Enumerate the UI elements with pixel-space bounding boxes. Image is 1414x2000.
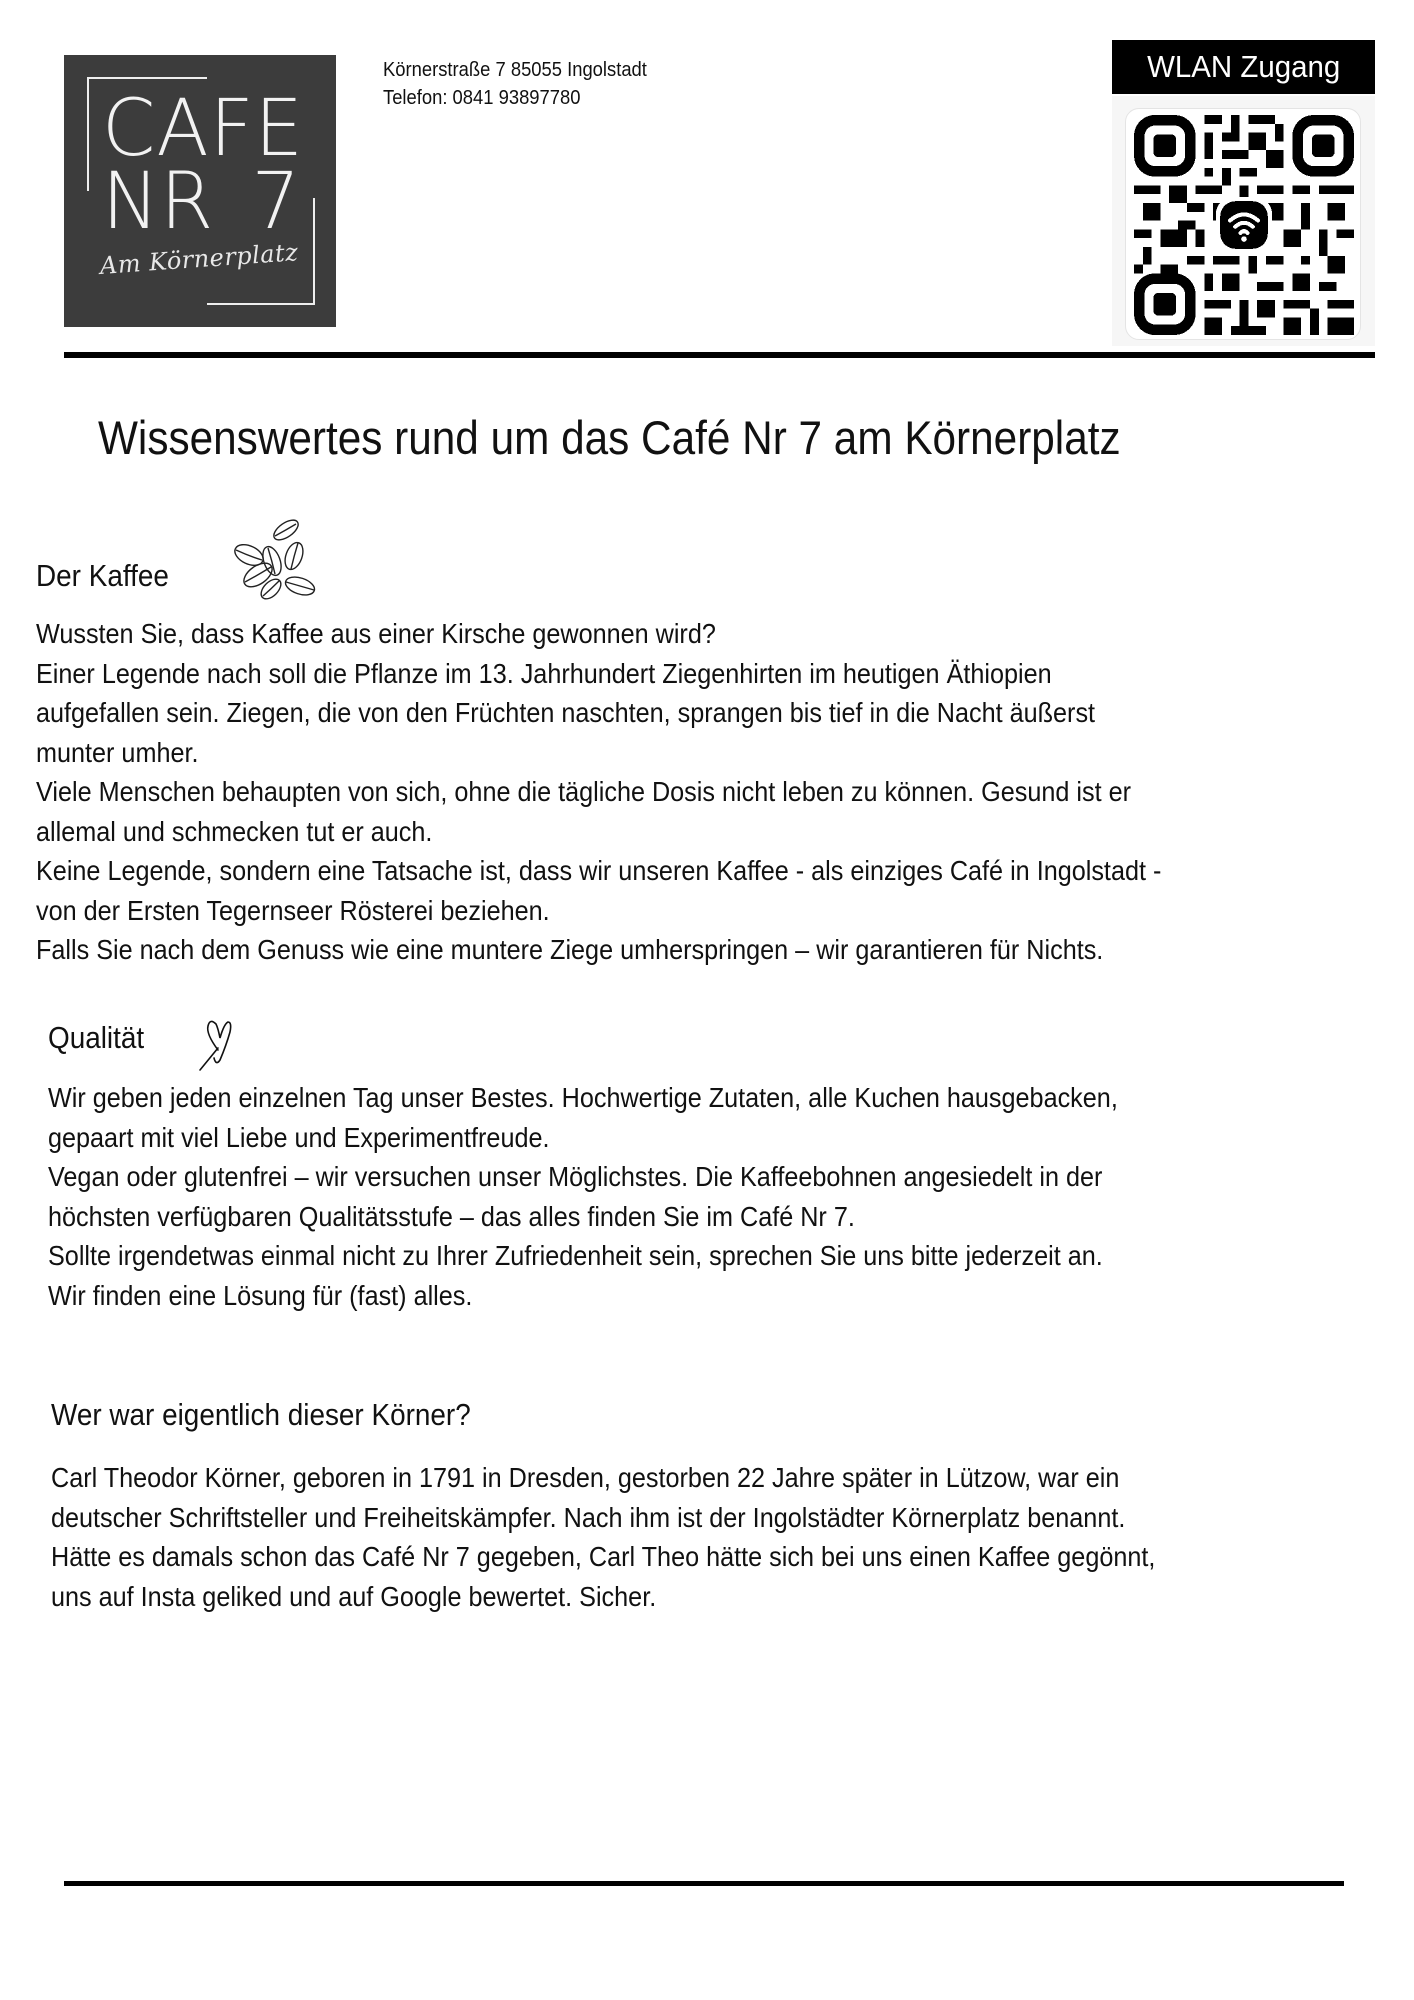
- section-body-qualitaet: [48, 1078, 1237, 1315]
- phone-text: Telefon: 0841 93897780: [383, 87, 581, 109]
- body-line: Wussten Sie, dass Kaffee aus einer Kirsche gewonnen wird?: [36, 618, 716, 649]
- section-heading-qualitaet: Qualität: [48, 1020, 145, 1055]
- logo-frame-line: [87, 77, 207, 79]
- body-line: aufgefallen sein. Ziegen, die von den Früchten naschten, sprangen bis tief in die Nacht äußerst: [36, 697, 1096, 728]
- contact-info: [383, 56, 670, 112]
- wlan-label: [1112, 40, 1375, 94]
- address-text: Körnerstraße 7 85055 Ingolstadt: [383, 59, 647, 81]
- body-line: Sollte irgendetwas einmal nicht zu Ihrer Zufriedenheit sein, sprechen Sie uns bitte jederzeit an.: [48, 1240, 1103, 1271]
- logo-line-nr7: [102, 157, 302, 247]
- body-line: Viele Menschen behaupten von sich, ohne die tägliche Dosis nicht leben zu können. Gesund ist er: [36, 776, 1132, 807]
- logo-line-cafe: CAFE: [102, 84, 304, 174]
- body-line: Wir geben jeden einzelnen Tag unser Bestes. Hochwertige Zutaten, alle Kuchen hausgebacken,: [48, 1082, 1118, 1113]
- body-line: Vegan oder glutenfrei – wir versuchen unser Möglichstes. Die Kaffeebohnen angesiedelt in der: [48, 1161, 1103, 1192]
- body-line: allemal und schmecken tut er auch.: [36, 815, 433, 847]
- body-line: Falls Sie nach dem Genuss wie eine muntere Ziege umherspringen – wir garantieren für Nichts.: [36, 934, 1104, 965]
- body-line: Carl Theodor Körner, geboren in 1791 in Dresden, gestorben 22 Jahre später in Lützow, war ein: [51, 1462, 1120, 1493]
- body-line: Einer Legende nach soll die Pflanze im 13. Jahrhundert Ziegenhirten im heutigen Äthiopien: [36, 657, 1052, 689]
- qr-card: [1125, 108, 1361, 340]
- body-line: von der Ersten Tegernseer Rösterei beziehen.: [36, 894, 550, 926]
- body-line: Wir finden eine Lösung für (fast) alles.: [48, 1279, 473, 1311]
- body-line: munter umher.: [36, 736, 199, 768]
- qr-code-icon: [1134, 115, 1354, 335]
- logo-nr: NR: [102, 157, 215, 247]
- logo-script-subtitle: Am Körnerplatz: [99, 238, 300, 280]
- body-line: uns auf Insta geliked und auf Google bewertet. Sicher.: [51, 1580, 657, 1612]
- wlan-qr-code[interactable]: [1112, 96, 1375, 346]
- body-line: Keine Legende, sondern eine Tatsache ist, dass wir unseren Kaffee - als einziges Café in Ingolstadt -: [36, 855, 1162, 886]
- body-line: höchsten verfügbaren Qualitätsstufe – das alles finden Sie im Café Nr 7.: [48, 1200, 855, 1232]
- section-heading-koerner: Wer war eigentlich dieser Körner?: [51, 1397, 471, 1432]
- page-title: Wissenswertes rund um das Café Nr 7 am Körnerplatz: [98, 411, 1121, 464]
- cafe-logo: [64, 55, 336, 327]
- body-line: deutscher Schriftsteller und Freiheitskämpfer. Nach ihm ist der Ingolstädter Körnerplatz benannt.: [51, 1501, 1126, 1533]
- logo-seven: 7: [251, 157, 302, 247]
- coffee-beans-icon: [228, 518, 316, 600]
- body-line: Hätte es damals schon das Café Nr 7 gegeben, Carl Theo hätte sich bei uns einen Kaffee gegönnt,: [51, 1541, 1156, 1572]
- header-divider: [64, 352, 1375, 358]
- logo-frame-line: [313, 198, 315, 305]
- footer-divider: [64, 1881, 1344, 1886]
- section-body-kaffee: [36, 614, 1286, 970]
- body-line: gepaart mit viel Liebe und Experimentfreude.: [48, 1121, 550, 1153]
- logo-frame-line: [87, 77, 89, 191]
- logo-frame-line: [207, 303, 315, 305]
- section-body-koerner: [51, 1458, 1278, 1616]
- wlan-label-text: WLAN Zugang: [1146, 49, 1341, 84]
- heart-icon: [198, 1016, 234, 1072]
- section-heading-kaffee: Der Kaffee: [36, 558, 169, 593]
